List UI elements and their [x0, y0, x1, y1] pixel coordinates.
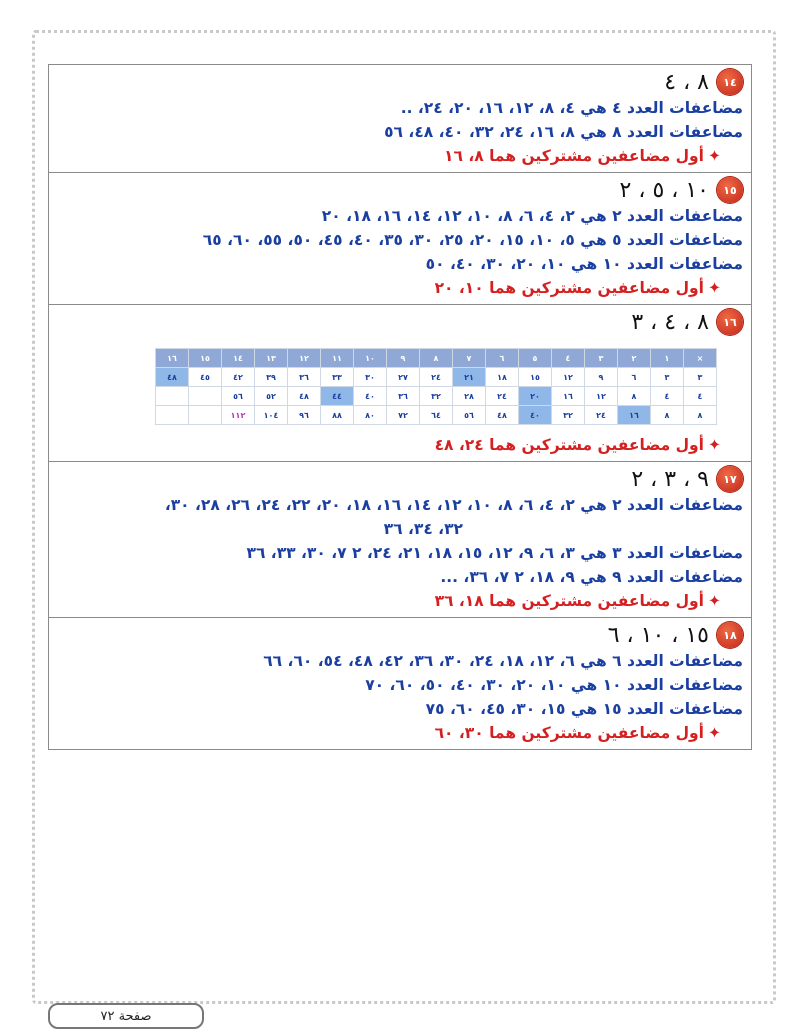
- exercise-list: [48, 64, 752, 750]
- table-cell: ٢٠: [519, 387, 552, 406]
- table-cell: ٨: [684, 406, 717, 425]
- table-cell: ٣: [651, 368, 684, 387]
- answer-line: [57, 721, 743, 745]
- table-cell: ٤٠: [519, 406, 552, 425]
- multiples-line: مضاعفات العدد ٢ هي ٢، ٤، ٦، ٨، ١٠، ١٢، ١٤، ١٦، ١٨، ٢٠: [321, 207, 743, 225]
- table-cell: ١١: [321, 349, 354, 368]
- table-cell: ١٥: [519, 368, 552, 387]
- table-cell: ٣٩: [255, 368, 288, 387]
- diamond-bullet-icon: ✦: [708, 592, 721, 610]
- page-number-label: صفحة ٧٢: [48, 1003, 204, 1029]
- multiples-line: مضاعفات العدد ٩ هي ٩، ١٨، ٢ ٧، ٣٦، ...: [440, 568, 743, 586]
- table-cell: ٥٦: [222, 387, 255, 406]
- exercise-number-badge: ١٧: [717, 466, 743, 492]
- answer-text: أول مضاعفين مشتركين هما ١٨، ٣٦: [434, 592, 704, 610]
- exercise-18: [48, 618, 752, 750]
- table-cell: ١٢: [552, 368, 585, 387]
- table-cell: ٩: [387, 349, 420, 368]
- exercise-header: [57, 621, 743, 649]
- table-row: [156, 406, 717, 425]
- exercise-header: [57, 176, 743, 204]
- answer-line: [57, 144, 743, 168]
- table-cell: ٧: [453, 349, 486, 368]
- table-cell: ×: [684, 349, 717, 368]
- table-cell: ٤٨: [156, 368, 189, 387]
- table-cell: ١٣: [255, 349, 288, 368]
- multiples-line: مضاعفات العدد ١٠ هي ١٠، ٢٠، ٣٠، ٤٠، ٥٠: [425, 255, 743, 273]
- exercise-header: [57, 465, 743, 493]
- table-cell: ١٢: [288, 349, 321, 368]
- diamond-bullet-icon: ✦: [708, 279, 721, 297]
- table-cell: ٥: [519, 349, 552, 368]
- table-cell: ١٦: [552, 387, 585, 406]
- multiples-line: مضاعفات العدد ١٥ هي ١٥، ٣٠، ٤٥، ٦٠، ٧٥: [425, 700, 743, 718]
- table-cell: [189, 387, 222, 406]
- diamond-bullet-icon: ✦: [708, 436, 721, 454]
- table-cell: ٦٤: [420, 406, 453, 425]
- table-cell: ٢١: [453, 368, 486, 387]
- exercise-numbers: ١٥ ، ١٠ ، ٦: [607, 622, 709, 648]
- table-cell: ١٨: [486, 368, 519, 387]
- multiples-line: ٣٢، ٣٤، ٣٦: [383, 520, 463, 538]
- multiples-line: مضاعفات العدد ٣ هي ٣، ٦، ٩، ١٢، ١٥، ١٨، ٢١، ٢٤، ٢ ٧، ٣٠، ٣٣، ٣٦: [246, 544, 743, 562]
- table-cell: ٣: [585, 349, 618, 368]
- multiples-line: مضاعفات العدد ٢ هي ٢، ٤، ٦، ٨، ١٠، ١٢، ١٤، ١٦، ١٨، ٢٠، ٢٢، ٢٤، ٢٦، ٢٨، ٣٠،: [164, 496, 743, 514]
- table-cell: ٦: [618, 368, 651, 387]
- diamond-bullet-icon: ✦: [708, 724, 721, 742]
- table-cell: ٩: [585, 368, 618, 387]
- exercise-number-badge: ١٥: [717, 177, 743, 203]
- exercise-header: [57, 68, 743, 96]
- exercise-numbers: ٨ ، ٤: [664, 69, 709, 95]
- exercise-numbers: ١٠ ، ٥ ، ٢: [619, 177, 709, 203]
- answer-text: أول مضاعفين مشتركين هما ٢٤، ٤٨: [434, 436, 704, 454]
- table-cell: ٥٢: [255, 387, 288, 406]
- table-cell: ٣: [684, 368, 717, 387]
- multiplication-table: [155, 348, 717, 425]
- table-cell: ٣٦: [387, 387, 420, 406]
- answer-text: أول مضاعفين مشتركين هما ٣٠، ٦٠: [434, 724, 704, 742]
- table-cell: ٨: [420, 349, 453, 368]
- answer-text: أول مضاعفين مشتركين هما ٨، ١٦: [444, 147, 704, 165]
- exercise-number-badge: ١٤: [717, 69, 743, 95]
- multiples-line: مضاعفات العدد ٨ هي ٨، ١٦، ٢٤، ٣٢، ٤٠، ٤٨، ٥٦: [384, 123, 743, 141]
- exercise-number-badge: ١٨: [717, 622, 743, 648]
- table-cell: ٢٧: [387, 368, 420, 387]
- multiples-line: مضاعفات العدد ٤ هي ٤، ٨، ١٢، ١٦، ٢٠، ٢٤، ..: [400, 99, 743, 117]
- table-cell: ٤٢: [222, 368, 255, 387]
- table-cell: ٨٠: [354, 406, 387, 425]
- table-cell: ٥٦: [453, 406, 486, 425]
- answer-text: أول مضاعفين مشتركين هما ١٠، ٢٠: [434, 279, 704, 297]
- table-cell: ٨٨: [321, 406, 354, 425]
- table-cell: ٩٦: [288, 406, 321, 425]
- answer-line: [57, 276, 743, 300]
- table-cell: ٨: [618, 387, 651, 406]
- exercise-numbers: ٨ ، ٤ ، ٣: [631, 309, 709, 335]
- table-cell: ٤: [651, 387, 684, 406]
- table-cell: ٣٦: [288, 368, 321, 387]
- diamond-bullet-icon: ✦: [708, 147, 721, 165]
- table-cell: ١٦: [618, 406, 651, 425]
- table-cell: ٤: [684, 387, 717, 406]
- answer-line: [57, 433, 743, 457]
- table-cell: [156, 387, 189, 406]
- table-cell: ٣٢: [552, 406, 585, 425]
- table-cell: ١٢: [585, 387, 618, 406]
- exercise-header: [57, 308, 743, 336]
- exercise-numbers: ٩ ، ٣ ، ٢: [631, 466, 709, 492]
- table-cell: ٨: [651, 406, 684, 425]
- exercise-16: [48, 305, 752, 462]
- table-cell: ٤٠: [354, 387, 387, 406]
- multiples-line: مضاعفات العدد ٦ هي ٦، ١٢، ١٨، ٢٤، ٣٠، ٣٦، ٤٢، ٤٨، ٥٤، ٦٠، ٦٦: [263, 652, 743, 670]
- table-cell: ١٥: [189, 349, 222, 368]
- table-cell: ٣٠: [354, 368, 387, 387]
- table-cell: ٢٤: [420, 368, 453, 387]
- table-cell: [156, 406, 189, 425]
- table-cell: ١١٢: [222, 406, 255, 425]
- table-cell: [189, 406, 222, 425]
- table-cell: ١٦: [156, 349, 189, 368]
- table-row: [156, 387, 717, 406]
- table-cell: ٢٨: [453, 387, 486, 406]
- table-cell: ٤: [552, 349, 585, 368]
- table-cell: ١٠٤: [255, 406, 288, 425]
- multiples-line: مضاعفات العدد ٥ هي ٥، ١٠، ١٥، ٢٠، ٢٥، ٣٠، ٣٥، ٤٠، ٤٥، ٥٠، ٥٥، ٦٠، ٦٥: [202, 231, 743, 249]
- table-cell: ٤٨: [288, 387, 321, 406]
- table-cell: ٣٣: [321, 368, 354, 387]
- multiples-line: مضاعفات العدد ١٠ هي ١٠، ٢٠، ٣٠، ٤٠، ٥٠، ٦٠، ٧٠: [365, 676, 743, 694]
- table-cell: ٢٤: [585, 406, 618, 425]
- table-cell: ٢: [618, 349, 651, 368]
- table-cell: ٢٤: [486, 387, 519, 406]
- exercise-number-badge: ١٦: [717, 309, 743, 335]
- exercise-14: [48, 64, 752, 173]
- table-cell: ٦: [486, 349, 519, 368]
- table-header-row: [156, 349, 717, 368]
- table-cell: ٧٢: [387, 406, 420, 425]
- answer-line: [57, 589, 743, 613]
- table-cell: ١٤: [222, 349, 255, 368]
- table-row: [156, 368, 717, 387]
- table-cell: ٤٨: [486, 406, 519, 425]
- table-cell: ٤٤: [321, 387, 354, 406]
- table-cell: ١: [651, 349, 684, 368]
- exercise-15: [48, 173, 752, 305]
- table-cell: ٤٥: [189, 368, 222, 387]
- table-cell: ٣٢: [420, 387, 453, 406]
- table-cell: ١٠: [354, 349, 387, 368]
- exercise-17: [48, 462, 752, 618]
